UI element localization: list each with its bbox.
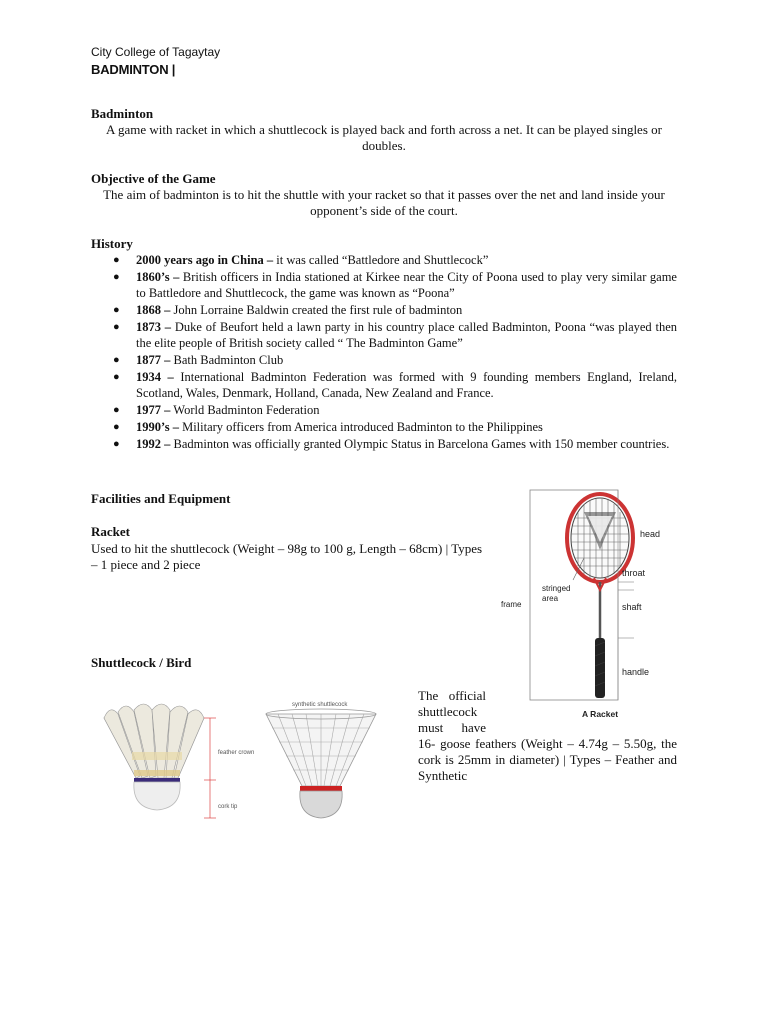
synthetic-shuttlecock: [266, 709, 376, 818]
history-year: 1868 –: [136, 303, 171, 317]
bullet-icon: ●: [113, 438, 120, 450]
synthetic-label: synthetic shuttlecock: [292, 702, 348, 708]
racket-heading: Racket: [91, 524, 130, 539]
bullet-icon: ●: [113, 271, 120, 283]
shuttlecock-heading: Shuttlecock / Bird: [91, 655, 192, 670]
racket-description: Used to hit the shuttlecock (Weight – 98g to 100 g, Length – 68cm) | Types – 1 piece and 2 piece: [91, 541, 483, 572]
badminton-definition: A game with racket in which a shuttlecock is played back and forth across a net. It can be played singles or doubles.: [106, 122, 662, 153]
history-year: 1873 –: [136, 320, 172, 334]
bullet-icon: ●: [113, 371, 120, 383]
bullet-icon: ●: [113, 421, 120, 433]
history-text: Badminton was officially granted Olympic Status in Barcelona Games with 150 member countries.: [170, 437, 670, 451]
history-year: 1934 –: [136, 370, 174, 384]
subject-title: BADMINTON |: [91, 62, 176, 77]
history-heading: History: [91, 236, 133, 251]
history-item: [91, 436, 677, 452]
history-item: [91, 269, 677, 301]
cork-tip-label: cork tip: [218, 804, 238, 810]
history-text: Military officers from America introduced Badminton to the Philippines: [178, 420, 543, 434]
history-year: 2000 years ago in China –: [136, 253, 274, 267]
head-label: head: [640, 529, 661, 539]
racket-caption: A Racket: [582, 709, 619, 719]
history-text: British officers in India stationed at Kirkee near the City of Poona used to play very similar game to Battledore and Shuttlecock, the game was known as “Poona”: [136, 270, 677, 300]
history-text: World Badminton Federation: [170, 403, 320, 417]
history-item: [91, 252, 677, 268]
history-text: Bath Badminton Club: [170, 353, 284, 367]
badminton-heading: Badminton: [91, 106, 154, 121]
shuttlecock-description: [418, 688, 677, 784]
history-list: [91, 252, 677, 453]
area-label: area: [542, 594, 559, 603]
objective-heading: Objective of the Game: [91, 171, 216, 186]
history-year: 1992 –: [136, 437, 171, 451]
feather-crown-label: feather crown: [218, 750, 255, 756]
history-text: it was called “Battledore and Shuttlecock”: [273, 253, 489, 267]
feather-shuttlecock: [104, 704, 204, 810]
school-name: City College of Tagaytay: [91, 45, 221, 59]
history-item: [91, 319, 677, 351]
history-year: 1990’s –: [136, 420, 179, 434]
history-item: [91, 369, 677, 401]
objective-text: The aim of badminton is to hit the shuttle with your racket so that it passes over the net and land inside your opponent’s side of the court.: [103, 187, 665, 218]
shuttlecock-text: The official shuttlecock must have 16- goose feathers (Weight – 4.74g – 5.50g, the cork is 25mm in diameter) | Types – Feather and Synthetic: [418, 688, 677, 783]
history-year: 1877 –: [136, 353, 171, 367]
shaft-label: shaft: [622, 602, 642, 612]
facilities-heading: Facilities and Equipment: [91, 491, 231, 506]
throat-label: throat: [622, 568, 646, 578]
history-text: International Badminton Federation was formed with 9 founding members England, Ireland, Scotland, Wales, Denmark, Holland, Canada, New Zealand and France.: [136, 370, 678, 400]
history-year: 1977 –: [136, 403, 171, 417]
history-item: [91, 419, 677, 435]
bullet-icon: ●: [113, 354, 120, 366]
bullet-icon: ●: [113, 321, 120, 333]
history-item: [91, 302, 677, 318]
bullet-icon: ●: [113, 404, 120, 416]
history-text: Duke of Beufort held a lawn party in his country place called Badminton, Poona “was played then the elite people of British society called “ The Badminton Game”: [136, 320, 677, 350]
bullet-icon: ●: [113, 304, 120, 316]
history-text: John Lorraine Baldwin created the first rule of badminton: [170, 303, 463, 317]
bullet-icon: ●: [113, 254, 120, 266]
history-item: [91, 402, 677, 418]
shuttlecock-diagram: [96, 690, 396, 824]
stringed-label: stringed: [542, 584, 571, 593]
history-year: 1860’s –: [136, 270, 180, 284]
handle-label: handle: [622, 667, 650, 677]
frame-label: frame: [501, 600, 522, 609]
history-item: [91, 352, 677, 368]
